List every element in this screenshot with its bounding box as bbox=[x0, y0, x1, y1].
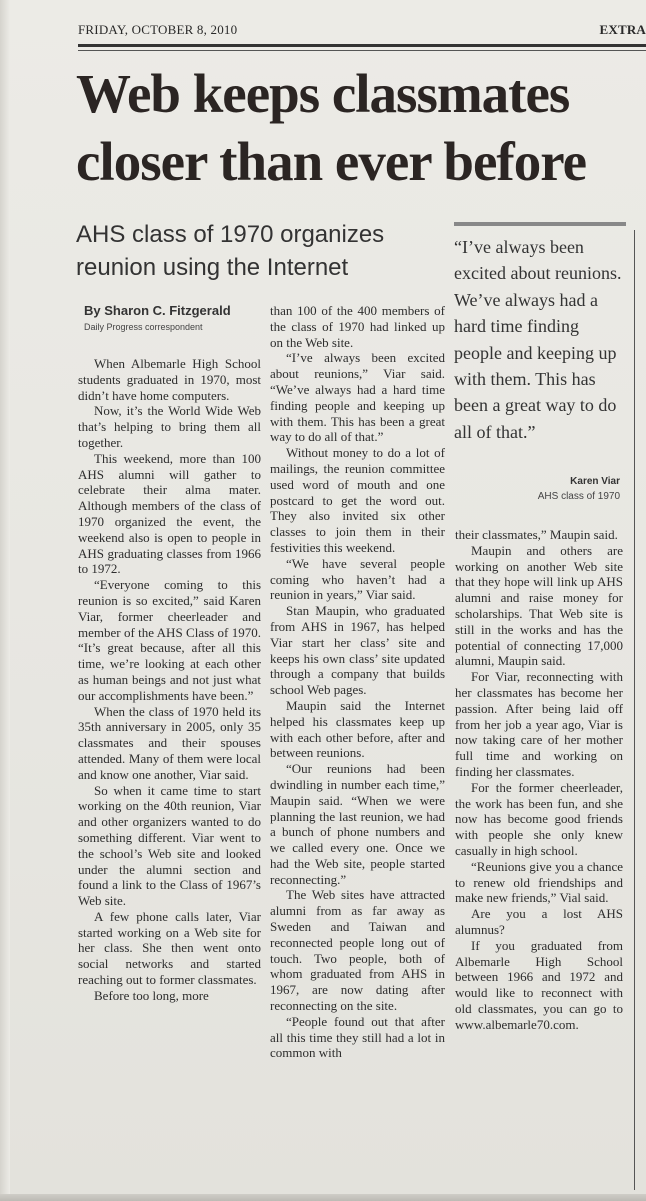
paragraph: Before too long, more bbox=[94, 987, 209, 1003]
paragraph: “Reunions give you a chance to renew old friendships and make new friends,” Vial said. bbox=[455, 858, 623, 906]
paragraph: “We have several people coming who haven’t had a reunion in years,” Viar said. bbox=[270, 555, 445, 603]
paragraph: their classmates,” Maupin said. bbox=[455, 527, 618, 542]
paragraph: Without money to do a lot of mailings, the reunion committee used word of mouth and one postcard to get the word out. They also invited six other classes to join them in their festivities this weekend. bbox=[270, 445, 445, 555]
header-rule-thick bbox=[78, 44, 646, 47]
paragraph: Now, it’s the World Wide Web that’s helping to bring them all together. bbox=[78, 403, 261, 450]
paragraph: This weekend, more than 100 AHS alumni will gather to celebrate their alma mater. Although members of the class of 1970 organized the event, the weekend also is open to people in AHS graduating classes from 1966 to 1972. bbox=[78, 450, 261, 577]
headline bbox=[76, 60, 646, 196]
paragraph: “I’ve always been excited about reunions,” Viar said. “We’ve always had a hard time finding people and keeping up with them. This has been a great way to do all of that.” bbox=[270, 350, 445, 445]
headline-line-2: closer than ever before bbox=[76, 131, 587, 192]
pull-quote-affiliation: AHS class of 1970 bbox=[537, 491, 620, 502]
paragraph: So when it came time to start working on the 40th reunion, Viar and other organizers wanted to do something different. Viar went to the school’s Web site and looked under the alumni section and found a link to the Class of 1967’s Web site. bbox=[78, 782, 261, 909]
paragraph: A few phone calls later, Viar started working on a Web site for her class. She then went onto social networks and started reaching out to former classmates. bbox=[78, 908, 261, 988]
page-fold-shadow bbox=[0, 0, 10, 1201]
article-column-2 bbox=[270, 303, 445, 1061]
paragraph: For Viar, reconnecting with her classmates has become her passion. After being laid off from her job a year ago, Viar is now taking care of her mother full time and working on finding her classmates. bbox=[455, 669, 623, 779]
header-section: EXTRA bbox=[599, 22, 646, 37]
article-column-1 bbox=[78, 356, 261, 1004]
page-header bbox=[78, 22, 646, 44]
column-rule-right bbox=[634, 230, 635, 1190]
pull-quote-bar bbox=[454, 222, 626, 226]
byline-affiliation: Daily Progress correspondent bbox=[84, 322, 203, 332]
paragraph: When Albemarle High School students graduated in 1970, most didn’t have home computers. bbox=[78, 356, 261, 403]
paragraph: Maupin and others are working on another Web site that they hope will link up AHS alumni and raise money for scholarships. That Web site is still in the works and has the potential of connecting 17,000 alumni, Maupin said. bbox=[455, 542, 623, 669]
paragraph: For the former cheerleader, the work has been fun, and she now has become good friends with people she only knew casually in high school. bbox=[455, 779, 623, 858]
paragraph: “Everyone coming to this reunion is so excited,” said Karen Viar, former cheerleader and member of the AHS Class of 1970. “It’s great because, after all this time, we’re looking at each other as human beings and not just what our accomplishments have been.” bbox=[78, 577, 261, 703]
paragraph: The Web sites have attracted alumni from as far away as Sweden and Taiwan and reconnected people long out of touch. Two people, both of whom graduated from AHS in 1967, are now dating after reconnecting on the site. bbox=[270, 887, 445, 1014]
paragraph: Maupin said the Internet helped his classmates keep up with each other before, after and between reunions. bbox=[270, 697, 445, 761]
paragraph: Are you a lost AHS alumnus? bbox=[455, 906, 623, 937]
byline: By Sharon C. Fitzgerald bbox=[84, 303, 231, 318]
paragraph: When the class of 1970 held its 35th anniversary in 2005, only 35 classmates and their spouses attended. Many of them were local and know one another, Viar said. bbox=[78, 703, 261, 782]
page-bottom-edge bbox=[0, 1194, 646, 1201]
article-column-3 bbox=[455, 527, 623, 1033]
paragraph: “People found out that after all this time they still had a lot in common with bbox=[270, 1013, 445, 1061]
subheadline: AHS class of 1970 organizes reunion using the Internet bbox=[76, 221, 385, 281]
header-rule-thin bbox=[78, 50, 646, 51]
header-date: FRIDAY, OCTOBER 8, 2010 bbox=[78, 22, 238, 37]
paragraph: “Our reunions had been dwindling in number each time,” Maupin said. “When we were planning the last reunion, we had a bunch of phone numbers and we called every one. Once we had the Web site, people started reconnecting.” bbox=[270, 761, 445, 887]
paragraph: If you graduated from Albemarle High School between 1966 and 1972 and would like to reconnect with old classmates, you can go to www.albemarle70.com. bbox=[455, 937, 623, 1032]
pull-quote-name: Karen Viar bbox=[570, 476, 620, 487]
paragraph: Stan Maupin, who graduated from AHS in 1967, has helped Viar start her class’ site and keeps his own class’ site updated through a company that builds school Web pages. bbox=[270, 603, 445, 698]
paragraph: than 100 of the 400 members of the class of 1970 had linked up on the Web site. bbox=[270, 303, 445, 350]
pull-quote: “I’ve always been excited about reunions. We’ve always had a hard time finding people and keeping up with them. This has been a great way to do all of that.” bbox=[454, 237, 622, 442]
headline-line-1: Web keeps classmates bbox=[76, 63, 570, 124]
